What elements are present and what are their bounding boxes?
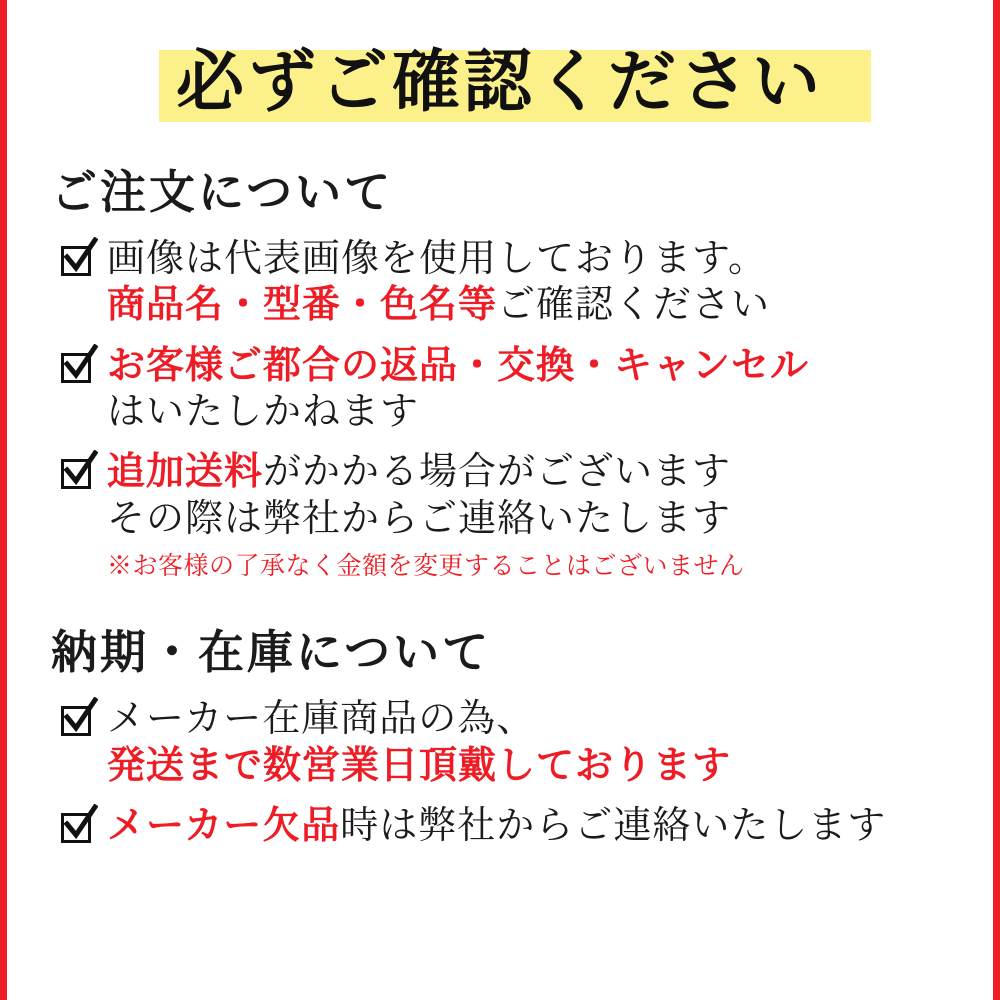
line-text-mixed xyxy=(107,449,959,495)
line-text: お客様ご都合の返品・交換・キャンセル xyxy=(107,344,810,387)
line-text: 画像は代表画像を使用しております。 xyxy=(107,238,767,280)
list-item xyxy=(59,343,959,436)
list-item-text xyxy=(107,236,959,329)
list-item xyxy=(59,696,959,789)
list-item xyxy=(59,803,959,849)
line-text-mixed xyxy=(107,282,959,328)
list-item-text xyxy=(107,803,959,849)
section-heading-delivery: 納期・在庫について xyxy=(51,627,492,679)
page-title xyxy=(41,36,959,128)
checkbox-checked-icon xyxy=(59,349,99,389)
list-item xyxy=(59,449,959,582)
line-text: 発送まで数営業日頂戴しております xyxy=(107,744,732,787)
line-black-part: 時は弊社からご連絡いたします xyxy=(340,804,887,847)
line-black-part: ご確認ください xyxy=(497,284,771,327)
line-red-part: メーカー欠品 xyxy=(107,804,341,847)
line-text: メーカー在庫商品の為、 xyxy=(107,698,536,741)
title-text: 必ずご確認ください xyxy=(175,44,824,120)
list-item-text xyxy=(107,343,959,436)
list-item-text xyxy=(107,449,959,582)
checkbox-checked-icon xyxy=(59,242,99,282)
section-heading-orders: ご注文について xyxy=(51,167,394,218)
checkbox-checked-icon xyxy=(59,702,99,742)
line-black-part: がかかる場合がございます xyxy=(263,451,732,494)
list-item-text xyxy=(107,696,959,789)
line-text-mixed xyxy=(107,803,959,849)
list-item xyxy=(59,236,959,329)
notice-content xyxy=(7,0,993,1000)
checkbox-checked-icon xyxy=(59,809,99,849)
checkbox-checked-icon xyxy=(59,455,99,495)
line-text: その際は弊社からご連絡いたします xyxy=(107,497,732,540)
line-text: はいたしかねます xyxy=(107,391,420,434)
line-red-part: 追加送料 xyxy=(107,451,264,494)
note-text: ※お客様の了承なく金額を変更することはございません xyxy=(107,553,745,581)
line-red-part: 商品名・型番・色名等 xyxy=(107,284,498,327)
